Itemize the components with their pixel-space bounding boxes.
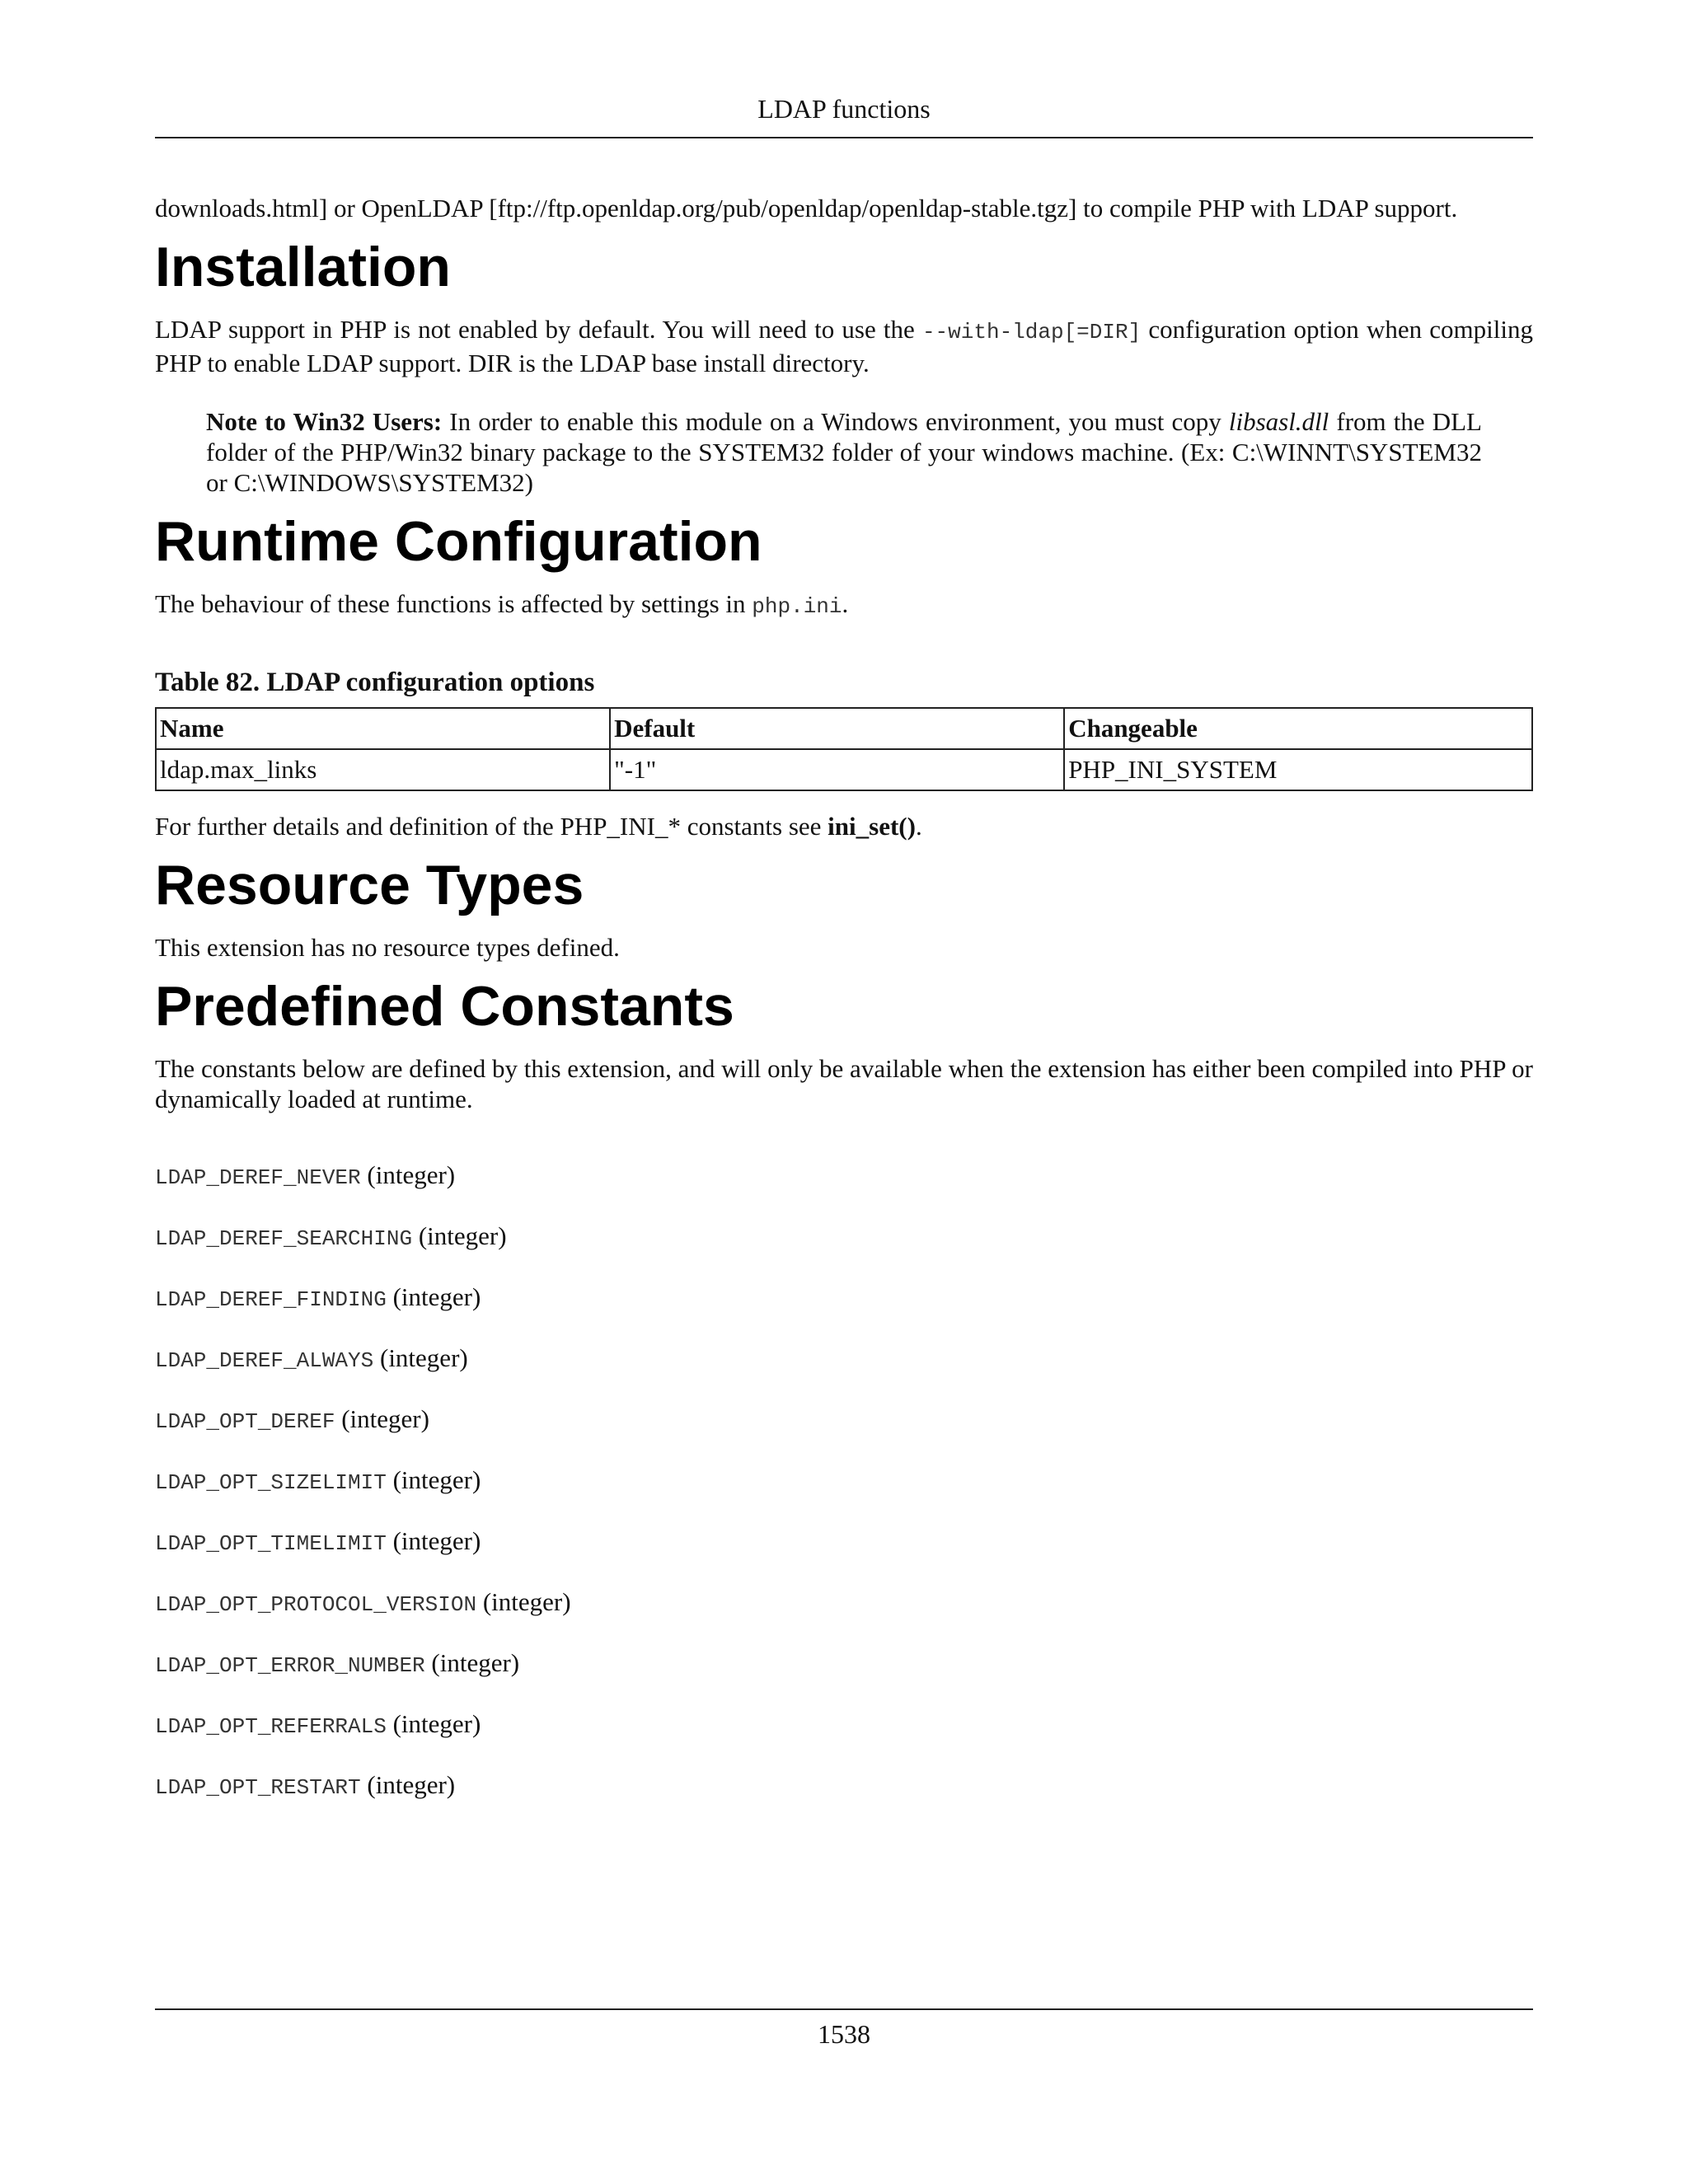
constant-type: (integer): [360, 1160, 456, 1189]
intro-paragraph: downloads.html] or OpenLDAP [ftp://ftp.openldap.org/pub/openldap/openldap-stable.tgz] to compile PHP with LDAP support.: [155, 194, 1458, 223]
list-item: [155, 1586, 1533, 1620]
predefined-constants-heading: Predefined Constants: [155, 975, 734, 1038]
note-filename: libsasl.dll: [1228, 407, 1329, 436]
page-content: [155, 193, 1533, 1803]
constant-type: (integer): [424, 1648, 520, 1677]
constant-type: (integer): [386, 1465, 481, 1494]
list-item: [155, 1526, 1533, 1559]
constant-type: (integer): [335, 1404, 429, 1433]
list-item: [155, 1282, 1533, 1315]
constant-type: (integer): [412, 1221, 507, 1250]
list-item: [155, 1343, 1533, 1376]
constant-type: (integer): [360, 1770, 456, 1799]
constant-type: (integer): [386, 1709, 481, 1738]
runtime-paragraph: [155, 588, 1533, 622]
constant-type: (integer): [386, 1526, 481, 1555]
cell-name: ldap.max_links: [156, 749, 610, 790]
cell-default: "-1": [610, 749, 1064, 790]
after-text-1: For further details and definition of the PHP_INI_* constants see: [155, 812, 828, 841]
constant-name: LDAP_OPT_PROTOCOL_VERSION: [155, 1592, 477, 1617]
installation-paragraph: [155, 314, 1533, 378]
list-item: [155, 1221, 1533, 1254]
constants-list: [155, 1160, 1533, 1803]
configure-option-code: --with-ldap[=DIR]: [921, 320, 1142, 344]
ini-set-link[interactable]: ini_set(): [828, 812, 916, 841]
installation-text-1: LDAP support in PHP is not enabled by default. You will need to use the: [155, 315, 922, 344]
list-item: [155, 1404, 1533, 1437]
column-header-name: Name: [156, 708, 610, 749]
constant-name: LDAP_OPT_DEREF: [155, 1409, 335, 1434]
table-title: Table 82. LDAP configuration options: [155, 668, 595, 697]
constant-name: LDAP_DEREF_SEARCHING: [155, 1226, 413, 1251]
runtime-after-paragraph: [155, 811, 1533, 841]
page-number: 1538: [818, 2019, 870, 2049]
column-header-default: Default: [610, 708, 1064, 749]
list-item: [155, 1647, 1533, 1681]
constant-name: LDAP_OPT_ERROR_NUMBER: [155, 1653, 425, 1678]
list-item: [155, 1465, 1533, 1498]
runtime-text-1: The behaviour of these functions is affected by settings in: [155, 589, 753, 618]
constant-name: LDAP_OPT_SIZELIMIT: [155, 1470, 387, 1495]
constant-name: LDAP_DEREF_FINDING: [155, 1287, 387, 1312]
constant-type: (integer): [386, 1282, 481, 1311]
table-header-row: [156, 708, 1532, 749]
constant-type: (integer): [373, 1343, 468, 1372]
constant-name: LDAP_OPT_TIMELIMIT: [155, 1531, 387, 1556]
constant-type: (integer): [476, 1587, 571, 1616]
running-header: LDAP functions: [757, 94, 931, 124]
constants-intro-paragraph: The constants below are defined by this extension, and will only be available when the extension has either been compiled into PHP or dynamically loaded at runtime.: [155, 1054, 1533, 1113]
php-ini-code: php.ini: [752, 594, 842, 619]
column-header-changeable: Changeable: [1064, 708, 1532, 749]
table-row: [156, 749, 1532, 790]
constant-name: LDAP_OPT_RESTART: [155, 1775, 361, 1800]
config-table: [155, 707, 1533, 791]
list-item: [155, 1160, 1533, 1193]
note-text-2: from the DLL folder of the PHP/Win32 binary package to the SYSTEM32 folder of your windows machine. (Ex: C:\WINNT\SYSTEM32 or C:\WINDOWS\SYSTEM32): [206, 407, 1482, 497]
constant-name: LDAP_DEREF_NEVER: [155, 1165, 361, 1190]
after-text-2: .: [915, 812, 922, 841]
win32-note: [206, 406, 1482, 498]
list-item: [155, 1769, 1533, 1803]
runtime-heading: Runtime Configuration: [155, 510, 762, 573]
note-label: Note to Win32 Users:: [206, 407, 443, 436]
resource-types-paragraph: This extension has no resource types defined.: [155, 933, 620, 962]
header-rule: [155, 137, 1533, 138]
list-item: [155, 1708, 1533, 1742]
installation-text-2: configuration option when compiling PHP to enable LDAP support. DIR is the LDAP base install directory.: [155, 315, 1533, 377]
note-text-1: In order to enable this module on a Windows environment, you must copy: [442, 407, 1229, 436]
constant-name: LDAP_OPT_REFERRALS: [155, 1714, 387, 1739]
constant-name: LDAP_DEREF_ALWAYS: [155, 1348, 374, 1373]
cell-changeable: PHP_INI_SYSTEM: [1064, 749, 1532, 790]
runtime-text-2: .: [842, 589, 849, 618]
resource-types-heading: Resource Types: [155, 854, 584, 916]
footer-rule: [155, 2008, 1533, 2010]
installation-heading: Installation: [155, 236, 451, 298]
